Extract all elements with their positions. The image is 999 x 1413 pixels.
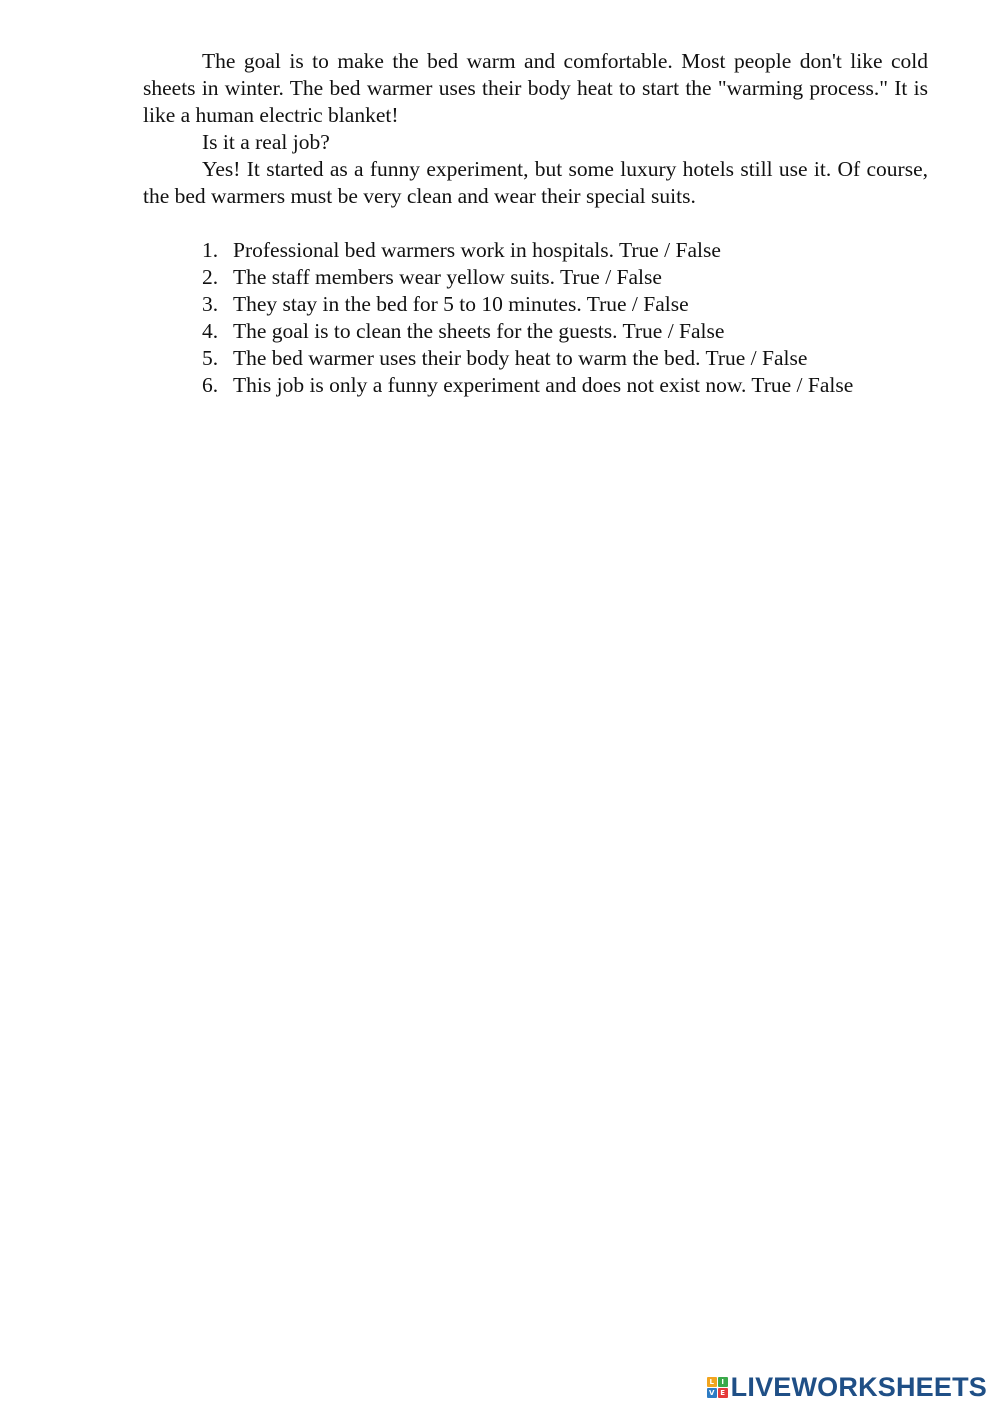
brand-name: LIVEWORKSHEETS [730, 1372, 987, 1402]
question-item [143, 291, 928, 318]
paragraph-goal: The goal is to make the bed warm and comfortable. Most people don't like cold sheets in winter. The bed warmer uses their body heat to start the "warming process." It is like a human electric blanket! [143, 49, 928, 127]
logo-mark-icon [707, 1377, 728, 1398]
question-text: The goal is to clean the sheets for the guests. True / False [233, 319, 725, 343]
question-item [143, 345, 928, 372]
question-number: 6. [202, 373, 219, 397]
logo-letter: V [707, 1388, 717, 1398]
logo-letter: I [718, 1377, 728, 1387]
paragraph-answer: Yes! It started as a funny experiment, but some luxury hotels still use it. Of course, the bed warmers must be very clean and wear their special suits. [143, 157, 928, 208]
logo-letter: E [718, 1388, 728, 1398]
question-item [143, 237, 928, 264]
question-text: They stay in the bed for 5 to 10 minutes. True / False [233, 292, 689, 316]
question-text: The bed warmer uses their body heat to warm the bed. True / False [233, 346, 808, 370]
question-text: Professional bed warmers work in hospitals. True / False [233, 238, 721, 262]
question-item [143, 264, 928, 291]
question-number: 2. [202, 265, 219, 289]
question-number: 1. [202, 238, 219, 262]
question-number: 5. [202, 346, 219, 370]
question-text: The staff members wear yellow suits. True / False [233, 265, 662, 289]
logo-letter: L [707, 1377, 717, 1387]
question-number: 3. [202, 292, 219, 316]
question-number: 4. [202, 319, 219, 343]
liveworksheets-logo[interactable] [707, 1372, 987, 1403]
question-item [143, 372, 928, 399]
true-false-question-list [143, 237, 928, 399]
question-item [143, 318, 928, 345]
paragraph-question: Is it a real job? [202, 130, 330, 154]
question-text: This job is only a funny experiment and does not exist now. True / False [233, 373, 854, 397]
reading-content [143, 48, 928, 399]
spacer [143, 210, 928, 237]
